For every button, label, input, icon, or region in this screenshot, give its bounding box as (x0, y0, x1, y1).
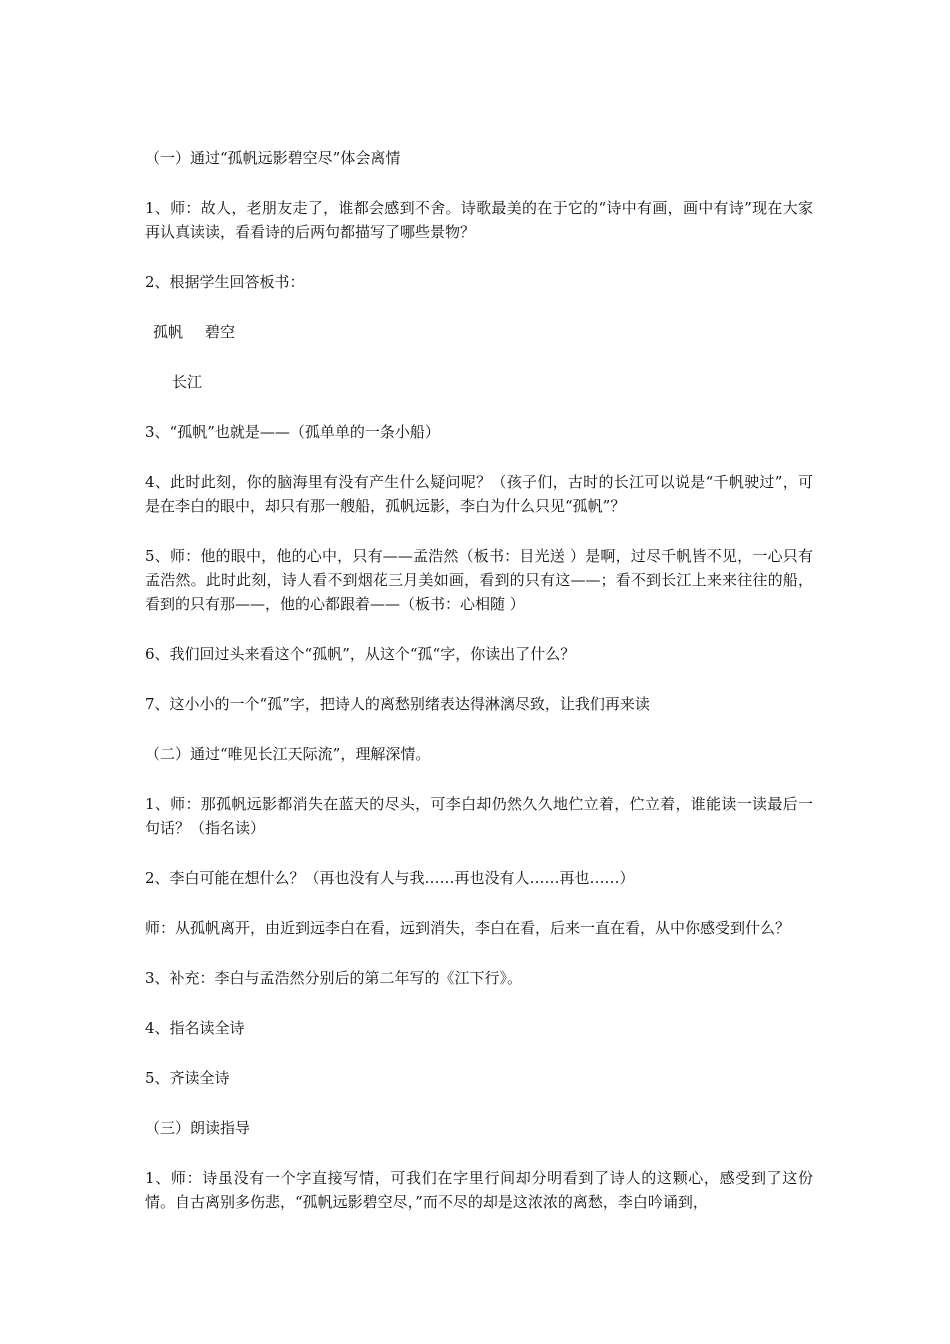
paragraph: 4、指名读全诗 (145, 1019, 245, 1037)
document-body (145, 146, 813, 1240)
section-heading-one: （一）通过“孤帆远影碧空尽”体会离情 (145, 149, 401, 167)
paragraph: 师：从孤帆离开，由近到远李白在看，远到消失，李白在看，后来一直在看，从中你感受到什么？ (145, 919, 791, 937)
paragraph: 1、师：那孤帆远影都消失在蓝天的尽头，可李白却仍然久久地伫立着，伫立着，谁能读一读最后一句话？（指名读） (145, 795, 813, 837)
blackboard-line-one (145, 320, 813, 344)
paragraph: 5、师：他的眼中，他的心中，只有——孟浩然（板书：目光送 ）是啊，过尽千帆皆不见，一心只有孟浩然。此时此刻，诗人看不到烟花三月美如画，看到的只有这——；看不到长江上来来往往的船，看到的只有那——，他的心都跟着——（板书：心相随 ） (145, 547, 813, 613)
paragraph: 7、这小小的一个“孤”字，把诗人的离愁别绪表达得淋漓尽致，让我们再来读 (145, 695, 650, 713)
board-word-bikong: 碧空 (205, 323, 236, 341)
paragraph: 3、补充：李白与孟浩然分别后的第二年写的《江下行》。 (145, 969, 523, 987)
paragraph: 3、“孤帆”也就是——（孤单单的一条小船） (145, 423, 440, 441)
paragraph: 1、师：诗虽没有一个字直接写情，可我们在字里行间却分明看到了诗人的这颗心，感受到了这份情。自古离别多伤悲，“孤帆远影碧空尽，”而不尽的却是这浓浓的离愁，李白吟诵到， (145, 1169, 813, 1211)
blackboard-line-two (145, 370, 813, 394)
board-word-changjiang: 长江 (172, 373, 203, 391)
board-word-gufan: 孤帆 (153, 323, 184, 341)
paragraph: 2、李白可能在想什么？（再也没有人与我……再也没有人……再也……） (145, 869, 635, 887)
paragraph: 4、此时此刻，你的脑海里有没有产生什么疑问呢？（孩子们，古时的长江可以说是“千帆驶过”，可是在李白的眼中，却只有那一艘船，孤帆远影，李白为什么只见“孤帆”？ (145, 473, 813, 515)
paragraph: 1、师：故人，老朋友走了，谁都会感到不舍。诗歌最美的在于它的“诗中有画，画中有诗”现在大家再认真读读，看看诗的后两句都描写了哪些景物？ (145, 199, 813, 241)
paragraph: 2、根据学生回答板书： (145, 273, 305, 291)
section-heading-three: （三）朗读指导 (145, 1119, 251, 1137)
paragraph: 5、齐读全诗 (145, 1069, 230, 1087)
paragraph: 6、我们回过头来看这个“孤帆”，从这个“孤“字，你读出了什么？ (145, 645, 576, 663)
section-heading-two: （二）通过“唯见长江天际流”，理解深情。 (145, 745, 431, 763)
